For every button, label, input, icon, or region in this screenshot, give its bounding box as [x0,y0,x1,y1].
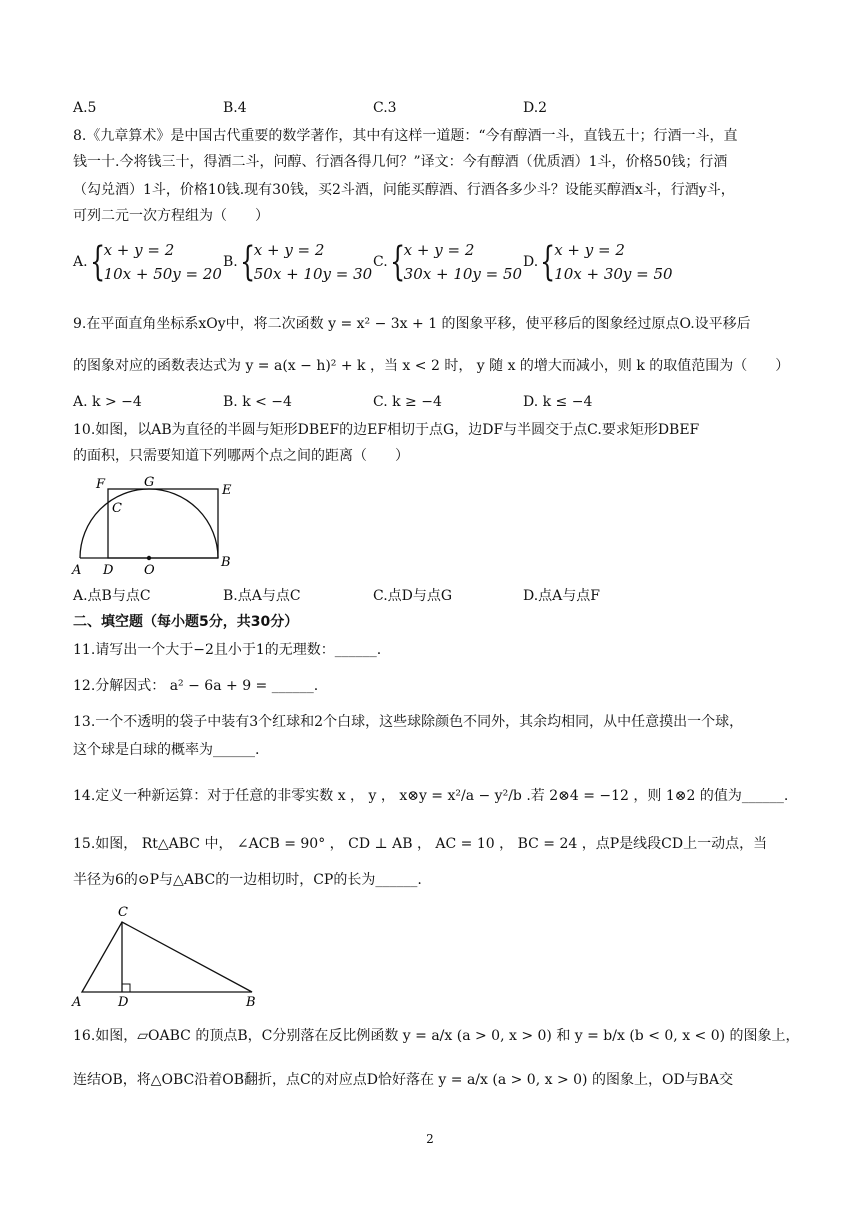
q9-option-d: D. k ≤ −4 [523,394,593,410]
label-a: A [72,563,82,578]
q8-eq1: x + y = 2 [103,241,175,259]
q8-eq2: 10x + 50y = 20 [103,265,222,283]
label-a: A [72,995,82,1010]
brace-icon: { [540,239,556,285]
q14-text: 14.定义一种新运算：对于任意的非零实数 x ， y ， x⊗y = x²/a − y²/b .若 2⊗4 = −12 ，则 1⊗2 的值为______. [73,788,789,804]
q10-option-b: B.点A与点C [223,588,301,604]
q7-option-b: B.4 [223,100,247,116]
q8-option-c [373,238,522,286]
q8-eq2: 10x + 30y = 50 [554,265,673,283]
q12-text: 12.分解因式： a² − 6a + 9 = ______. [73,678,319,694]
q8-eq1: x + y = 2 [253,241,325,259]
q13-line-2: 这个球是白球的概率为______. [73,742,260,758]
q8-eq1: x + y = 2 [403,241,475,259]
label-e: E [222,483,232,498]
q15-figure [68,900,268,1010]
section-2-title: 二、填空题（每小题5分，共30分） [73,614,299,630]
q7-option-c: C.3 [373,100,397,116]
q7-option-d: D.2 [523,100,548,116]
q8-line-4: 可列二元一次方程组为（ ） [73,208,269,224]
q10-option-d: D.点A与点F [523,588,600,604]
q8-option-label: B. [223,254,238,270]
label-c: C [112,501,122,516]
brace-icon: { [389,239,405,285]
triangle-abc [82,922,252,992]
q9-line-2: 的图象对应的函数表达式为 y = a(x − h)² + k ，当 x < 2 时， y 随 x 的增大而减小，则 k 的取值范围为（ ） [73,358,790,374]
label-g: G [144,475,155,490]
center-point-o [147,556,151,560]
label-f: F [96,477,106,492]
brace-icon: { [89,239,105,285]
brace-icon: { [239,239,256,285]
label-d: D [118,995,129,1010]
label-b: B [246,995,256,1010]
q8-eq2: 50x + 10y = 30 [253,265,373,283]
label-b: B [221,555,231,570]
semicircle [80,489,218,558]
q9-line-1: 9.在平面直角坐标系xOy中，将二次函数 y = x² − 3x + 1 的图象平移，使平移后的图象经过原点O.设平移后 [73,316,751,332]
q10-line-1: 10.如图，以AB为直径的半圆与矩形DBEF的边EF相切于点G，边DF与半圆交于点C.要求矩形DBEF [73,422,700,438]
right-angle-mark [122,984,130,992]
label-c: C [118,905,128,920]
q8-option-d [523,238,673,286]
q8-eq1: x + y = 2 [554,241,625,259]
q8-option-label: A. [73,254,88,270]
q9-option-c: C. k ≥ −4 [373,394,442,410]
q8-option-label: C. [373,254,388,270]
q9-option-a: A. k > −4 [73,394,142,410]
q9-option-b: B. k < −4 [223,394,292,410]
q8-line-1: 8.《九章算术》是中国古代重要的数学著作，其中有这样一道题：“今有醇酒一斗，直钱五十；行酒一斗，直 [73,128,738,144]
rectangle-dbef [108,489,218,558]
label-d: D [103,563,114,578]
q15-line-1: 15.如图， Rt△ABC 中， ∠ACB = 90° ， CD ⊥ AB ， AC = 10 ， BC = 24 ，点P是线段CD上一动点，当 [73,836,768,852]
q8-eq2: 30x + 10y = 50 [403,265,523,283]
q13-line-1: 13.一个不透明的袋子中装有3个红球和2个白球，这些球除颜色不同外，其余均相同，从中任意摸出一个球， [73,714,744,730]
q8-line-3: （勾兑酒）1斗，价格10钱.现有30钱，买2斗酒，问能买醇酒、行酒各多少斗？设能买醇酒x斗，行酒y斗， [73,182,735,198]
label-o: O [144,563,155,578]
q10-option-a: A.点B与点C [73,588,151,604]
q8-line-2: 钱一十.今将钱三十，得酒二斗，问醇、行酒各得几何？”译文：今有醇酒（优质酒）1斗，价格50钱；行酒 [73,154,728,170]
q11-text: 11.请写出一个大于−2且小于1的无理数：______. [73,642,382,658]
q10-line-2: 的面积，只需要知道下列哪两个点之间的距离（ ） [73,448,409,464]
q8-option-b [223,238,372,286]
q7-option-a: A.5 [73,100,97,116]
q16-line-2: 连结OB，将△OBC沿着OB翻折，点C的对应点D恰好落在 y = a/x (a > 0, x > 0) 的图象上，OD与BA交 [73,1072,734,1088]
q15-line-2: 半径为6的⊙P与△ABC的一边相切时，CP的长为______. [73,872,422,888]
q10-figure [70,474,240,578]
page-number: 2 [426,1132,434,1146]
q8-option-label: D. [523,254,539,270]
q16-line-1: 16.如图，▱OABC 的顶点B，C分别落在反比例函数 y = a/x (a > 0, x > 0) 和 y = b/x (b < 0, x < 0) 的图象上， [73,1028,800,1044]
q8-option-a [73,238,222,286]
q10-option-c: C.点D与点G [373,588,453,604]
